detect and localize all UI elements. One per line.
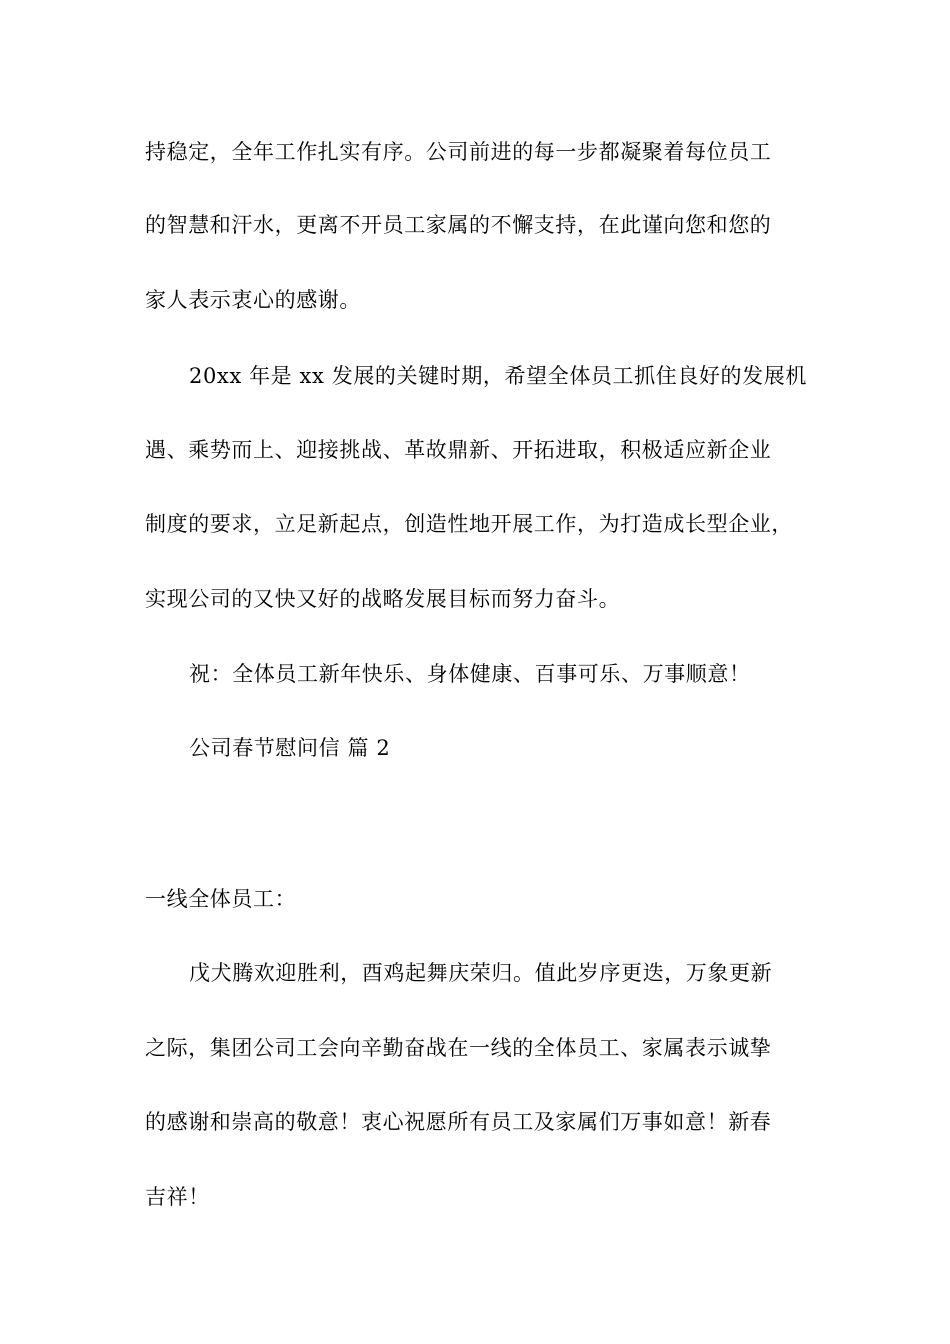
paragraph-line: 20xx 年是 xx 发展的关键时期，希望全体员工抓住良好的发展机 [189,364,807,388]
paragraph-line: 制度的要求，立足新起点，创造性地开展工作，为打造成长型企业， [145,512,793,536]
paragraph-line: 吉祥！ [145,1185,210,1209]
paragraph-line: 戊犬腾欢迎胜利，酉鸡起舞庆荣归。值此岁序更迭，万象更新 [189,961,773,985]
paragraph-line: 的感谢和崇高的敬意！衷心祝愿所有员工及家属们万事如意！新春 [145,1110,772,1134]
paragraph-line: 持稳定，全年工作扎实有序。公司前进的每一步都凝聚着每位员工 [145,140,772,164]
greeting-line: 祝：全体员工新年快乐、身体健康、百事可乐、万事顺意！ [189,662,751,686]
paragraph-line: 实现公司的又快又好的战略发展目标而努力奋斗。 [145,587,621,611]
paragraph-line: 之际，集团公司工会向辛勤奋战在一线的全体员工、家属表示诚挚 [145,1036,772,1060]
section-heading: 公司春节慰问信 篇 2 [189,736,391,760]
paragraph-line: 遇、乘势而上、迎接挑战、革故鼎新、开拓进取，积极适应新企业 [145,438,772,462]
salutation: 一线全体员工： [145,887,297,911]
paragraph-line: 家人表示衷心的感谢。 [145,288,361,312]
paragraph-line: 的智慧和汗水，更离不开员工家属的不懈支持，在此谨向您和您的 [145,213,772,237]
